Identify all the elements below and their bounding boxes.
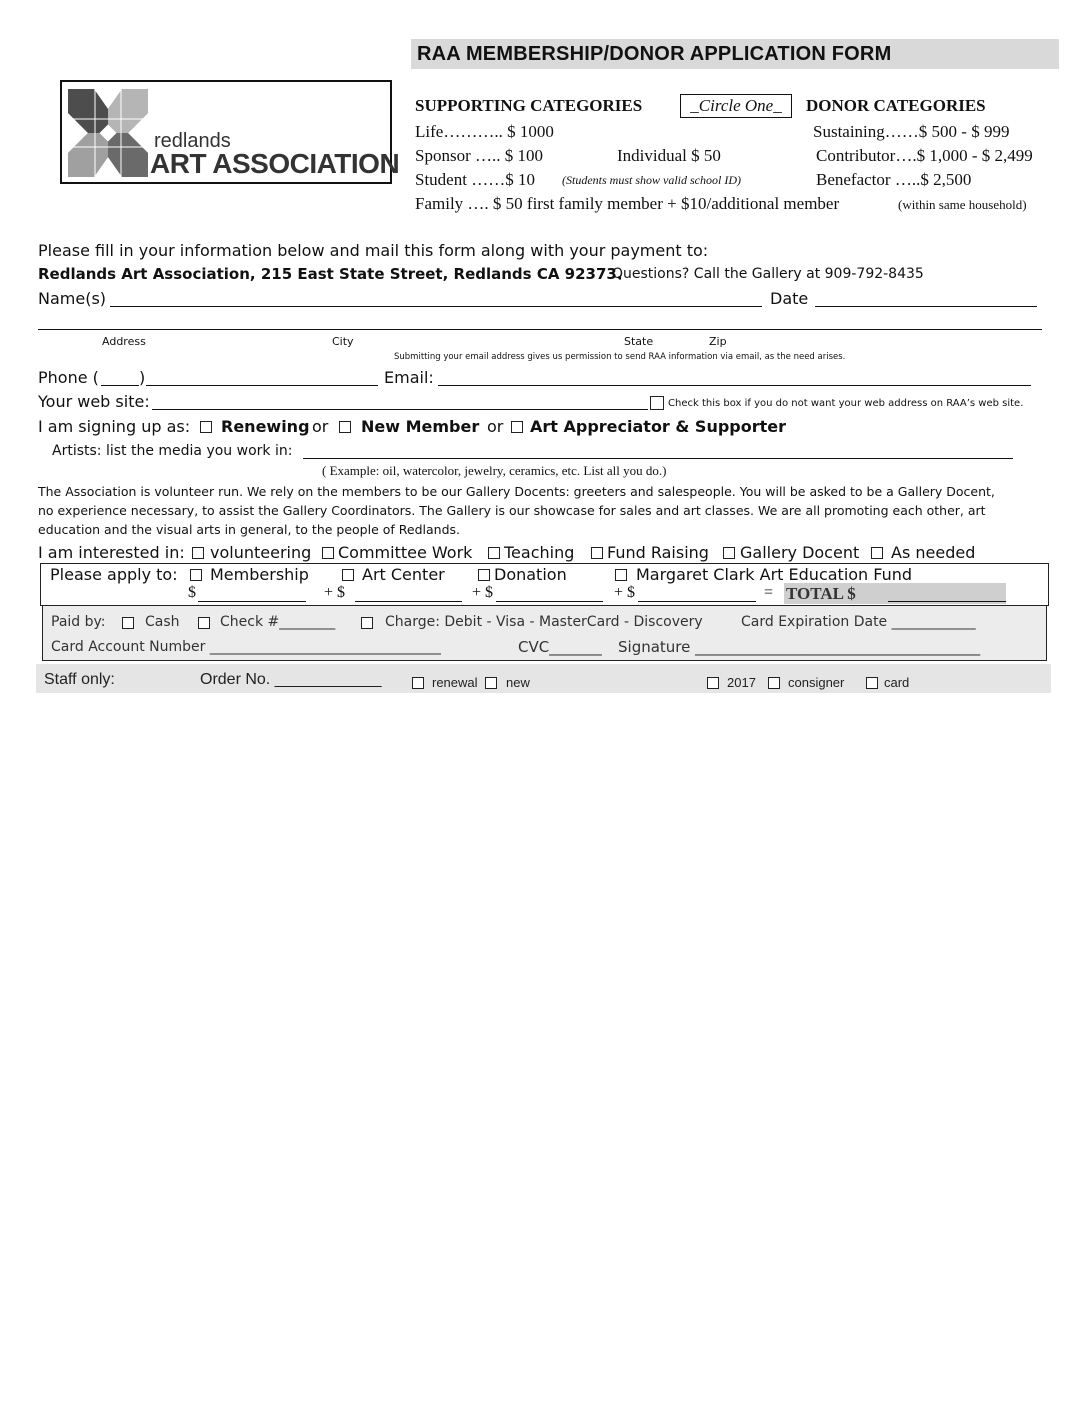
fund-label: Margaret Clark Art Education Fund — [636, 565, 913, 584]
appreciator-label: Art Appreciator & Supporter — [530, 417, 787, 436]
fund-amount-field[interactable] — [638, 585, 756, 602]
staff-consigner-label: consigner — [788, 675, 845, 690]
volunteer-text-line-2: no experience necessary, to assist the Gallery Coordinators. The Gallery is our showcase for sales and art classes. We are all promoting each other, art — [38, 503, 986, 518]
new-member-checkbox[interactable] — [339, 421, 351, 433]
staff-renewal-label: renewal — [432, 675, 478, 690]
media-label: Artists: list the media you work in: — [52, 443, 293, 459]
volunteering-label: volunteering — [210, 543, 312, 562]
email-label: Email: — [384, 368, 434, 387]
or-text-2: or — [487, 417, 504, 436]
charge-checkbox[interactable] — [361, 617, 373, 629]
plus-dollar-2: + $ — [472, 584, 494, 601]
names-label: Name(s) — [38, 289, 107, 308]
category-life[interactable]: Life……….. $ 1000 — [415, 122, 554, 141]
cash-checkbox[interactable] — [122, 617, 134, 629]
as-needed-checkbox[interactable] — [871, 547, 883, 559]
phone-paren: ) — [139, 368, 146, 387]
fund-raising-label: Fund Raising — [607, 543, 709, 562]
volunteering-checkbox[interactable] — [192, 547, 204, 559]
family-note: (within same household) — [898, 197, 1027, 212]
plus-dollar-1: + $ — [324, 584, 346, 601]
signing-up-label: I am signing up as: — [38, 417, 191, 436]
website-field[interactable] — [152, 393, 648, 410]
new-member-label: New Member — [361, 417, 480, 436]
art-center-amount-field[interactable] — [355, 585, 462, 602]
logo-text-large: ART ASSOCIATION — [150, 148, 400, 179]
membership-amount-field[interactable] — [198, 585, 306, 602]
category-individual[interactable]: Individual $ 50 — [617, 146, 721, 165]
city-label: City — [332, 335, 354, 348]
total-amount-line — [888, 585, 1006, 602]
teaching-label: Teaching — [504, 543, 575, 562]
staff-new-checkbox[interactable] — [485, 677, 497, 689]
volunteer-text-line-3: education and the visual arts in general, to the people of Redlands. — [38, 522, 460, 537]
fund-raising-checkbox[interactable] — [591, 547, 603, 559]
paid-by-label: Paid by: — [51, 614, 106, 630]
gallery-docent-checkbox[interactable] — [723, 547, 735, 559]
staff-card-label: card — [884, 675, 910, 690]
media-field[interactable] — [303, 443, 1013, 459]
donor-categories-heading: DONOR CATEGORIES — [806, 96, 986, 115]
phone-area-code-field[interactable] — [101, 369, 139, 386]
supporting-categories-heading: SUPPORTING CATEGORIES — [415, 96, 643, 115]
order-number-field[interactable]: Order No. ____________ — [200, 671, 382, 688]
donation-label: Donation — [494, 565, 567, 584]
as-needed-label: As needed — [891, 543, 976, 562]
apply-label: Please apply to: — [50, 565, 178, 584]
staff-year-checkbox[interactable] — [707, 677, 719, 689]
mail-address: Redlands Art Association, 215 East State Street, Redlands CA 92373. — [38, 265, 623, 283]
staff-consigner-checkbox[interactable] — [768, 677, 780, 689]
art-center-checkbox[interactable] — [342, 569, 354, 581]
membership-label: Membership — [210, 565, 309, 584]
date-label: Date — [770, 289, 809, 308]
questions-phone: Questions? Call the Gallery at 909-792-8435 — [612, 266, 924, 282]
email-permission-note: Submitting your email address gives us permission to send RAA information via email, as the need arises. — [394, 352, 846, 362]
logo — [60, 80, 400, 184]
plus-dollar-3: + $ — [614, 584, 636, 601]
zip-label: Zip — [709, 335, 727, 348]
renewing-label: Renewing — [221, 417, 310, 436]
appreciator-checkbox[interactable] — [511, 421, 523, 433]
check-number-field[interactable]: Check #________ — [220, 614, 336, 630]
website-label: Your web site: — [38, 392, 150, 411]
phone-label: Phone ( — [38, 368, 99, 387]
committee-work-label: Committee Work — [338, 543, 473, 562]
logo-mark-icon — [68, 89, 148, 177]
charge-label: Charge: Debit - Visa - MasterCard - Discovery — [385, 614, 703, 630]
phone-field[interactable] — [146, 369, 378, 386]
address-field[interactable] — [38, 312, 1042, 330]
category-contributor[interactable]: Contributor….$ 1,000 - $ 2,499 — [816, 146, 1033, 165]
cash-label: Cash — [145, 614, 180, 630]
gallery-docent-label: Gallery Docent — [740, 543, 860, 562]
donation-checkbox[interactable] — [478, 569, 490, 581]
address-label: Address — [102, 335, 146, 348]
circle-one-box: _Circle One_ — [680, 94, 792, 118]
email-field[interactable] — [438, 369, 1031, 386]
renewing-checkbox[interactable] — [200, 421, 212, 433]
logo-text-small: redlands — [154, 130, 231, 152]
equals-sign: = — [764, 584, 774, 601]
staff-new-label: new — [506, 675, 530, 690]
teaching-checkbox[interactable] — [488, 547, 500, 559]
date-field[interactable] — [815, 289, 1037, 307]
staff-only-label: Staff only: — [44, 671, 115, 688]
membership-checkbox[interactable] — [190, 569, 202, 581]
account-number-field[interactable]: Card Account Number _________________________________ — [51, 639, 441, 655]
committee-work-checkbox[interactable] — [322, 547, 334, 559]
category-sponsor[interactable]: Sponsor ….. $ 100 — [415, 146, 543, 165]
signature-field[interactable]: Signature ______________________________________ — [618, 638, 981, 656]
mail-instruction: Please fill in your information below and mail this form along with your payment to: — [38, 241, 709, 260]
expiration-field[interactable]: Card Expiration Date ____________ — [741, 614, 976, 630]
form-title: RAA MEMBERSHIP/DONOR APPLICATION FORM — [417, 43, 892, 65]
category-sustaining[interactable]: Sustaining……$ 500 - $ 999 — [813, 122, 1010, 141]
cvc-field[interactable]: CVC_______ — [518, 638, 602, 656]
membership-dollar: $ — [188, 584, 196, 601]
or-text-1: or — [312, 417, 329, 436]
fund-checkbox[interactable] — [615, 569, 627, 581]
interests-label: I am interested in: — [38, 543, 185, 562]
website-optout-note: Check this box if you do not want your web address on RAA’s web site. — [668, 398, 1024, 409]
staff-renewal-checkbox[interactable] — [412, 677, 424, 689]
staff-card-checkbox[interactable] — [866, 677, 878, 689]
media-example: ( Example: oil, watercolor, jewelry, ceramics, etc. List all you do.) — [322, 463, 667, 478]
total-label: TOTAL $ — [786, 584, 856, 603]
check-checkbox[interactable] — [198, 617, 210, 629]
category-benefactor[interactable]: Benefactor …..$ 2,500 — [816, 170, 972, 189]
volunteer-text-line-1: The Association is volunteer run. We rely on the members to be our Gallery Docents: greeters and salespeople. You will be asked to be a Gallery Docent, — [38, 484, 995, 499]
donation-amount-field[interactable] — [496, 585, 603, 602]
art-center-label: Art Center — [362, 565, 445, 584]
student-note: (Students must show valid school ID) — [562, 173, 741, 187]
category-family[interactable]: Family …. $ 50 first family member + $10/additional member — [415, 194, 840, 213]
state-label: State — [624, 335, 654, 348]
staff-year-label: 2017 — [727, 675, 756, 690]
category-student[interactable]: Student ……$ 10 — [415, 170, 535, 189]
website-optout-checkbox[interactable] — [650, 396, 664, 410]
names-field[interactable] — [110, 289, 762, 307]
